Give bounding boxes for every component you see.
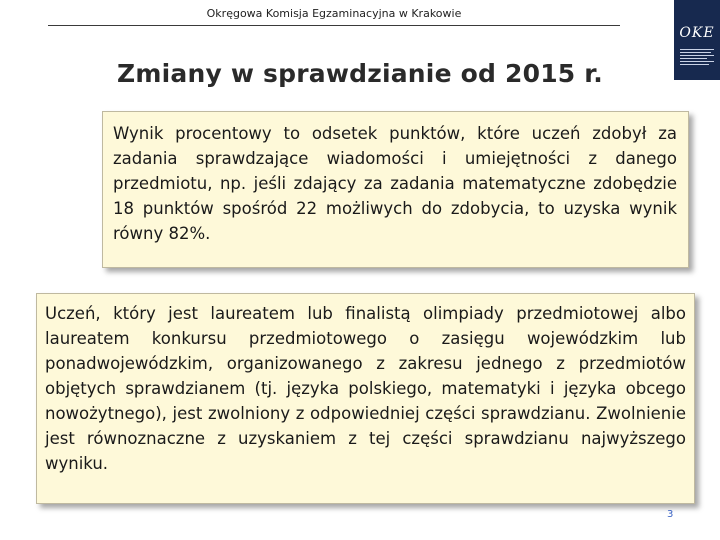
header-divider — [48, 25, 620, 26]
laureate-box: Uczeń, który jest laureatem lub finalistą olimpiady przedmiotowej albo laureatem konkursu przedmiotowego o zasięgu wojewódzkim lub ponadwojewódzkim, organizowanego z zakresu jednego z przedmiotów objętych sprawdzianem (tj. języka polskiego, matematyki i języka obcego nowożytnego), jest zwolniony z odpowiedniej części sprawdzianu. Zwolnienie jest równoznaczne z uzyskaniem z tej części sprawdzianu najwyższego wyniku. — [36, 293, 695, 504]
logo-mark: OKE — [679, 25, 715, 41]
page-number: 3 — [667, 509, 674, 520]
slide-title: Zmiany w sprawdzianie od 2015 r. — [117, 59, 603, 88]
header-institution: Okręgowa Komisja Egzaminacyjna w Krakowie — [206, 7, 462, 20]
definition-box: Wynik procentowy to odsetek punktów, które uczeń zdobył za zadania sprawdzające wiadomości i umiejętności z danego przedmiotu, np. jeśli zdający za zadania matematyczne zdobędzie 18 punktów spośród 22 możliwych do zdobycia, to uzyska wynik równy 82%. — [102, 111, 689, 268]
